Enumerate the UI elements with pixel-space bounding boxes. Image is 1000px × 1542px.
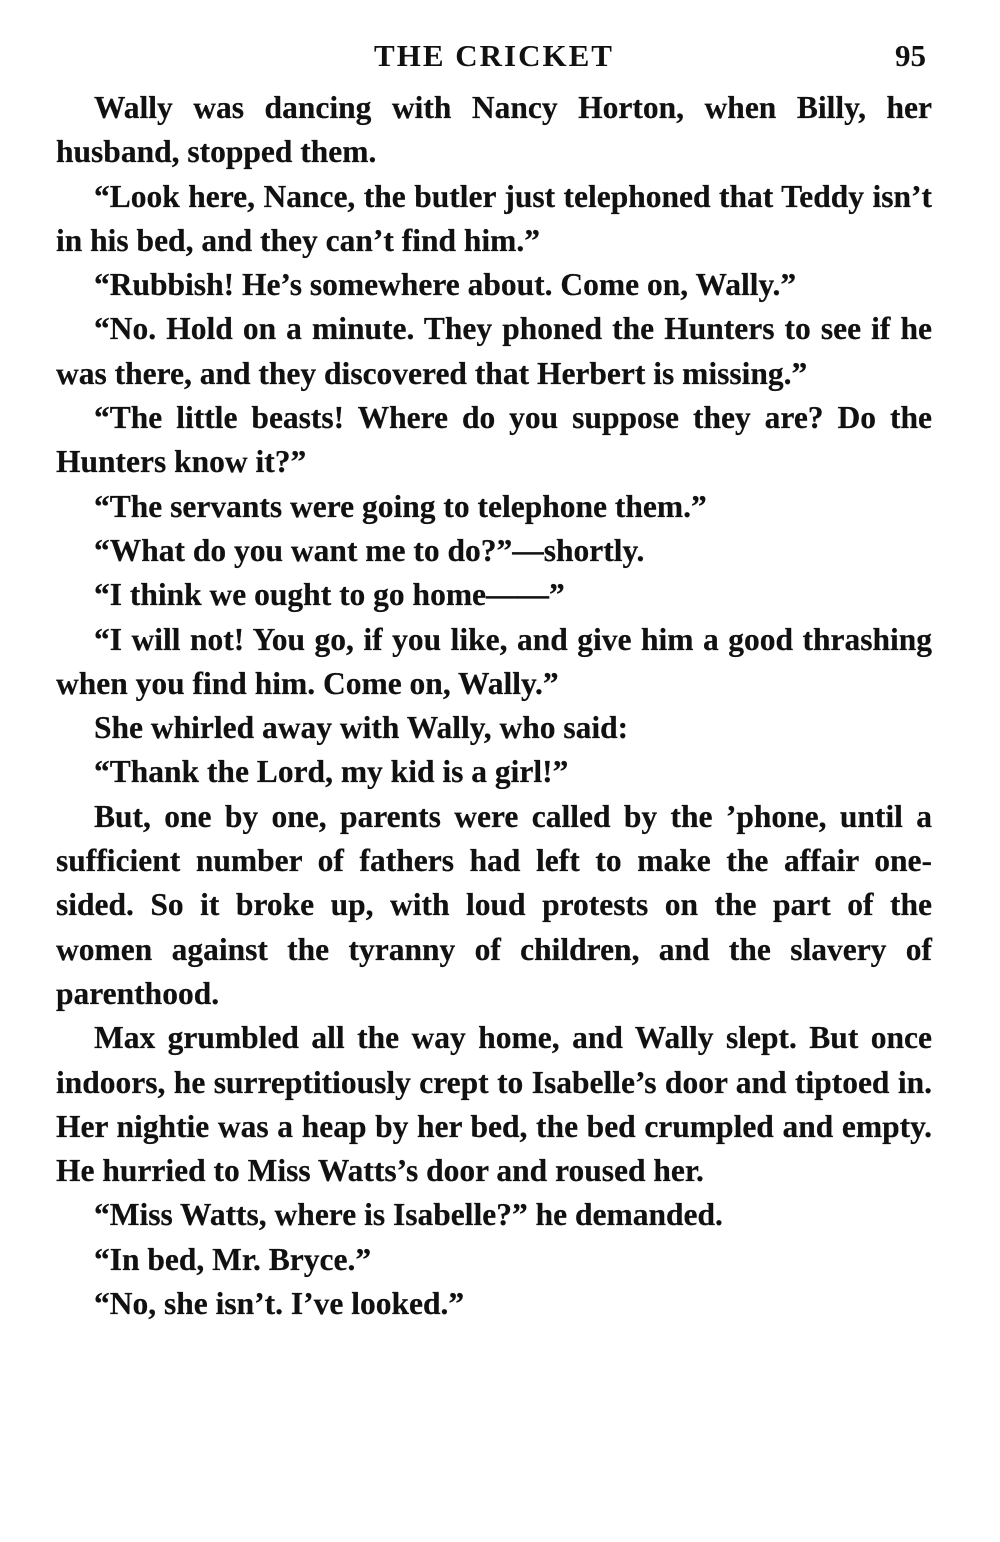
paragraph: “Rubbish! He’s somewhere about. Come on, Wally.” (94, 267, 797, 303)
page-number: 95 (895, 38, 926, 73)
paragraph: “I will not! You go, if you like, and give him a good thrashing when you find him. Come on, Wally.” (56, 621, 932, 701)
paragraph: Wally was dancing with Nancy Horton, when Billy, her husband, stopped them. (56, 90, 932, 170)
paragraph: “No. Hold on a minute. They phoned the Hunters to see if he was there, and they discovered that Herbert is missing.” (56, 311, 932, 391)
page-header (56, 38, 932, 86)
paragraph: “I think we ought to go home——” (94, 577, 565, 613)
paragraph: “The little beasts! Where do you suppose they are? Do the Hunters know it?” (56, 400, 932, 480)
paragraph: Max grumbled all the way home, and Wally slept. But once indoors, he surreptitiously crept to Isabelle’s door and tiptoed in. Her nightie was a heap by her bed, the bed crumpled and empty. He hurried to Miss Watts’s door and roused her. (56, 1020, 932, 1189)
book-page (56, 38, 932, 1326)
body-text (56, 86, 932, 1326)
running-title: THE CRICKET (374, 38, 614, 73)
paragraph: “In bed, Mr. Bryce.” (94, 1241, 372, 1277)
paragraph: But, one by one, parents were called by the ’phone, until a sufficient number of fathers had left to make the affair one-sided. So it broke up, with loud protests on the part of the women against the tyranny of children, and the slavery of parenthood. (56, 798, 932, 1011)
paragraph: She whirled away with Wally, who said: (94, 710, 629, 746)
paragraph: “Look here, Nance, the butler just telephoned that Teddy isn’t in his bed, and they can’t find him.” (56, 178, 932, 258)
paragraph: “What do you want me to do?”—shortly. (94, 532, 645, 568)
paragraph: “The servants were going to telephone them.” (94, 488, 707, 524)
paragraph: “Thank the Lord, my kid is a girl!” (94, 754, 569, 790)
paragraph: “Miss Watts, where is Isabelle?” he demanded. (94, 1197, 723, 1233)
paragraph: “No, she isn’t. I’ve looked.” (94, 1286, 465, 1322)
